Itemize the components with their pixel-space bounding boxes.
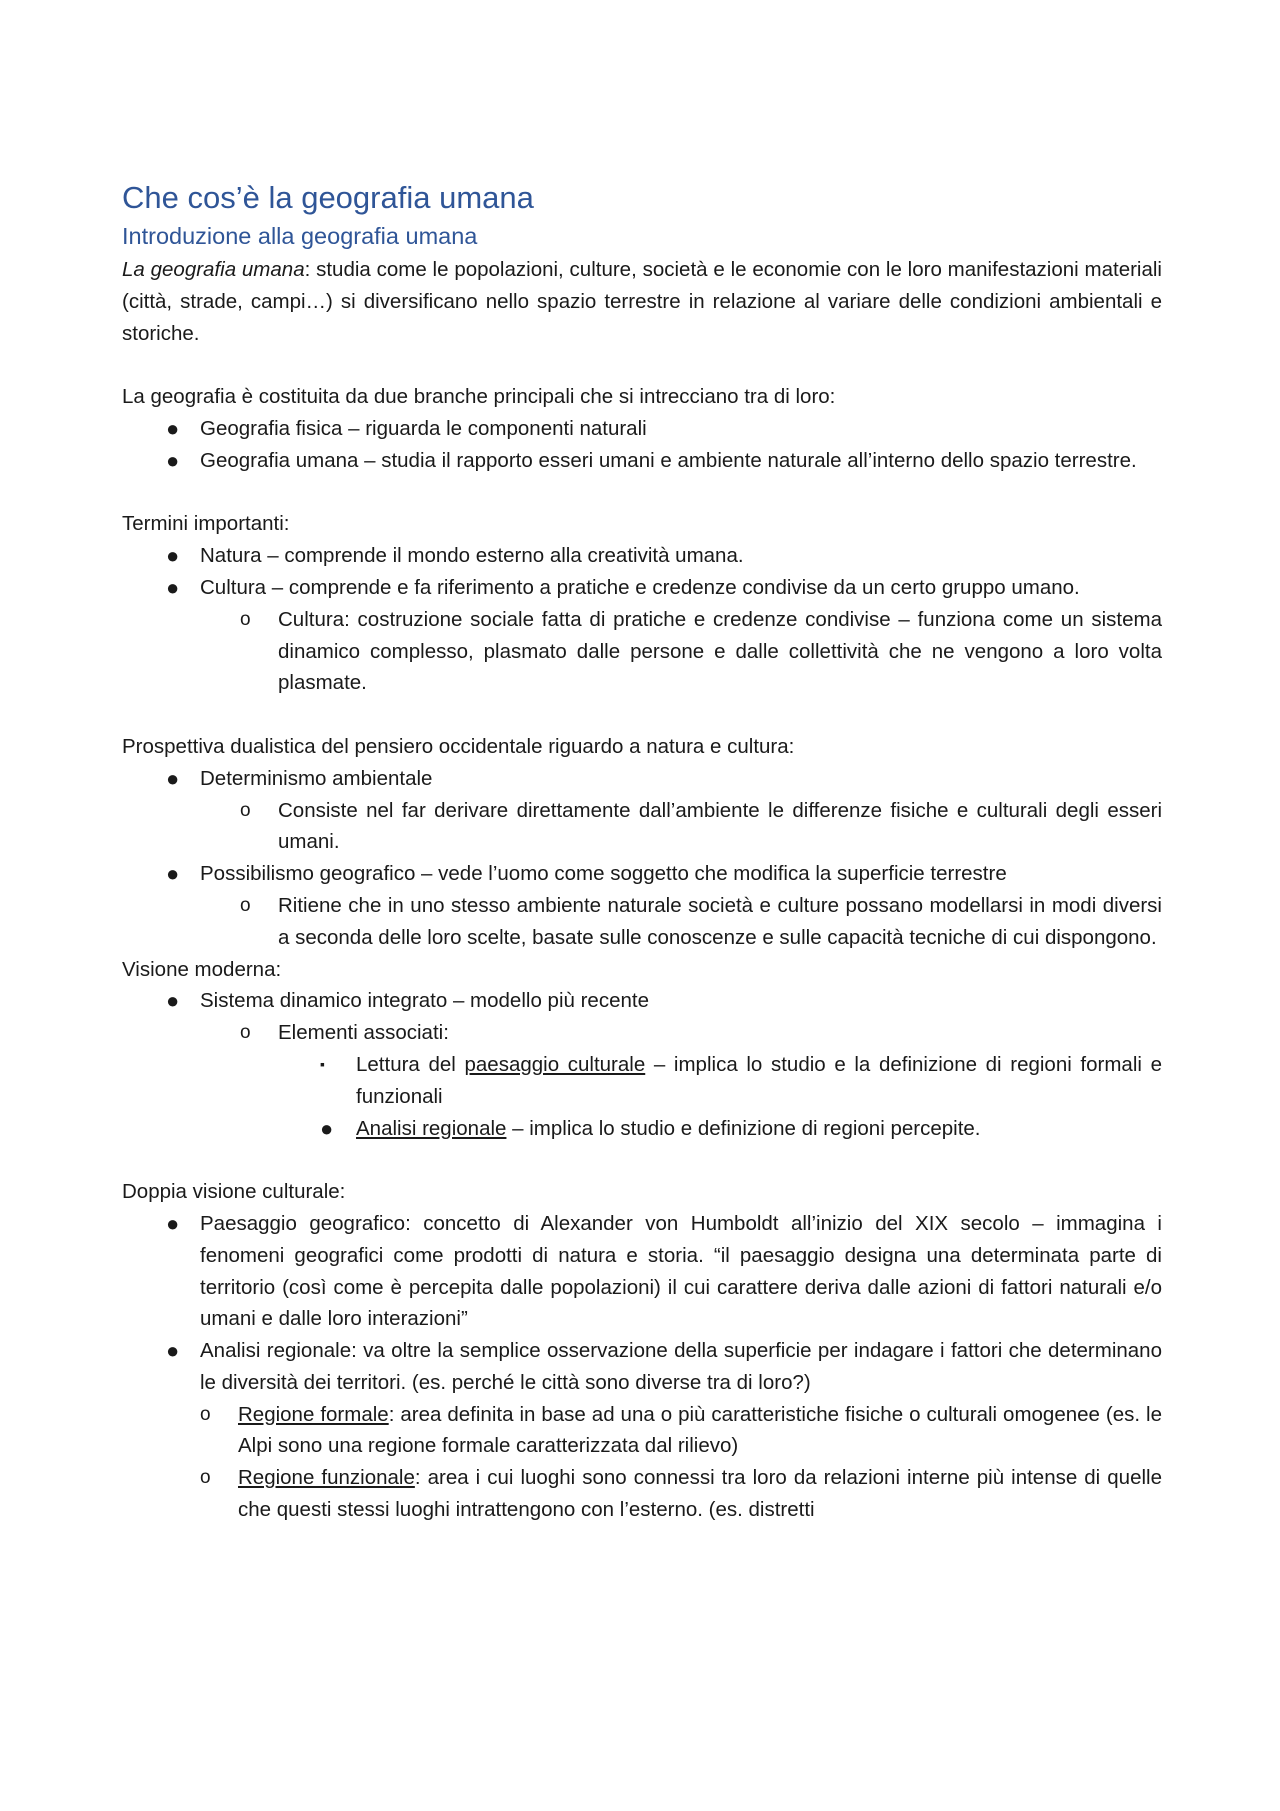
double-lead: Doppia visione culturale: — [122, 1180, 346, 1204]
regione-funzionale-term: Regione funzionale — [238, 1466, 415, 1490]
bullet-icon: ● — [166, 1338, 180, 1364]
list-item-text: Natura – comprende il mondo esterno alla creatività umana. — [200, 544, 744, 568]
dualism-lead: Prospettiva dualistica del pensiero occidentale riguardo a natura e cultura: — [122, 734, 795, 758]
list-item-text: Paesaggio geografico: concetto di Alexander von Humboldt all’inizio del XIX secolo – immagina i fenomeni geografici come prodotti di natura e storia. “il paesaggio designa una determinata parte di territorio (così come è percepita dalle popolazioni) il cui carattere deriva dalle azioni di fattori naturali e/o umani e dalle loro interazioni” — [200, 1211, 1162, 1331]
list-item — [122, 540, 1162, 572]
document-body — [122, 176, 1162, 1526]
sub-list-item-text: : area i cui luoghi sono connessi tra loro da relazioni interne più intense di quelle che questi stessi luoghi intrattengono con l’esterno. (es. distretti — [238, 1466, 1162, 1522]
list-item — [122, 1208, 1162, 1335]
intro-term: La geografia umana — [122, 258, 305, 281]
paesaggio-culturale-term: paesaggio culturale — [464, 1052, 646, 1076]
sub-sub-item-text: Lettura del — [356, 1052, 465, 1076]
square-bullet-icon: ▪ — [320, 1055, 325, 1072]
list-item-text: Geografia umana – studia il rapporto esseri umani e ambiente naturale all’interno dello spazio terrestre. — [200, 448, 1137, 472]
list-item-text: Determinismo ambientale — [200, 766, 433, 790]
list-item-text: Sistema dinamico integrato – modello più recente — [200, 989, 649, 1013]
list-item-text: Geografia fisica – riguarda le componenti naturali — [200, 416, 647, 440]
bullet-icon: ● — [166, 447, 180, 473]
circle-bullet-icon: o — [200, 1467, 211, 1489]
sub-list-item-text: Elementi associati: — [278, 1021, 449, 1045]
sub-sub-item-text: – implica lo studio e la definizione di regioni formali e funzionali — [356, 1052, 1162, 1108]
sub-sub-item-text: – implica lo studio e definizione di regioni percepite. — [506, 1116, 981, 1140]
intro-paragraph — [122, 254, 1162, 349]
sub-sub-list-item — [122, 1049, 1162, 1113]
circle-bullet-icon: o — [240, 799, 251, 821]
analisi-regionale-term: Analisi regionale — [356, 1116, 507, 1140]
sub-list-item — [122, 795, 1162, 859]
list-item — [122, 1335, 1162, 1399]
list-item-text: Possibilismo geografico – vede l’uomo come soggetto che modifica la superficie terrestre — [200, 862, 1007, 886]
sub-list-item — [122, 604, 1162, 699]
section-subtitle: Introduzione alla geografia umana — [122, 223, 478, 249]
terms-lead: Termini importanti: — [122, 512, 290, 536]
list-item — [122, 445, 1162, 477]
modern-lead: Visione moderna: — [122, 957, 282, 981]
bullet-icon: ● — [166, 861, 180, 887]
bullet-icon: ● — [166, 765, 180, 791]
circle-bullet-icon: o — [240, 894, 251, 916]
regione-formale-term: Regione formale — [238, 1402, 389, 1426]
bullet-icon: ● — [320, 1115, 334, 1141]
sub-list-item — [122, 1462, 1162, 1526]
sub-list-item — [122, 890, 1162, 954]
list-item-text: Analisi regionale: va oltre la semplice osservazione della superficie per indagare i fattori che determinano le diversità dei territori. (es. perché le città sono diverse tra di loro?) — [200, 1339, 1162, 1394]
branches-lead: La geografia è costituita da due branche principali che si intrecciano tra di loro: — [122, 385, 836, 409]
bullet-icon: ● — [166, 1210, 180, 1236]
intro-text: : studia come le popolazioni, culture, società e le economie con le loro manifestazioni materiali (città, strade, campi…) si diversificano nello spazio terrestre in relazione al variare delle condizioni ambientali e storiche. — [122, 258, 1162, 345]
bullet-icon: ● — [166, 988, 180, 1014]
sub-list-item — [122, 1017, 1162, 1049]
circle-bullet-icon: o — [240, 1022, 251, 1044]
page-title: Che cos’è la geografia umana — [122, 180, 534, 215]
bullet-icon: ● — [166, 574, 180, 600]
list-item-text: Cultura – comprende e fa riferimento a pratiche e credenze condivise da un certo gruppo umano. — [200, 575, 1080, 599]
bullet-icon: ● — [166, 543, 180, 569]
list-item — [122, 413, 1162, 445]
circle-bullet-icon: o — [200, 1403, 211, 1425]
sub-list-item-text: : area definita in base ad una o più caratteristiche fisiche o culturali omogenee (es. le Alpi sono una regione formale caratterizzata dal rilievo) — [238, 1402, 1163, 1458]
list-item — [122, 985, 1162, 1017]
list-item — [122, 572, 1162, 604]
sub-list-item — [122, 1399, 1162, 1463]
sub-sub-list-item — [122, 1113, 1162, 1145]
bullet-icon: ● — [166, 415, 180, 441]
list-item — [122, 858, 1162, 890]
sub-list-item-text: Ritiene che in uno stesso ambiente naturale società e culture possano modellarsi in modi diversi a seconda delle loro scelte, basate sulle conoscenze e sulle capacità tecniche di cui dispongono. — [278, 893, 1162, 949]
list-item — [122, 763, 1162, 795]
circle-bullet-icon: o — [240, 608, 251, 630]
sub-list-item-text: Consiste nel far derivare direttamente dall’ambiente le differenze fisiche e culturali degli esseri umani. — [278, 798, 1162, 854]
sub-list-item-text: Cultura: costruzione sociale fatta di pratiche e credenze condivise – funziona come un sistema dinamico complesso, plasmato dalle persone e dalle collettività che ne vengono a loro volta plasmate. — [278, 607, 1162, 695]
